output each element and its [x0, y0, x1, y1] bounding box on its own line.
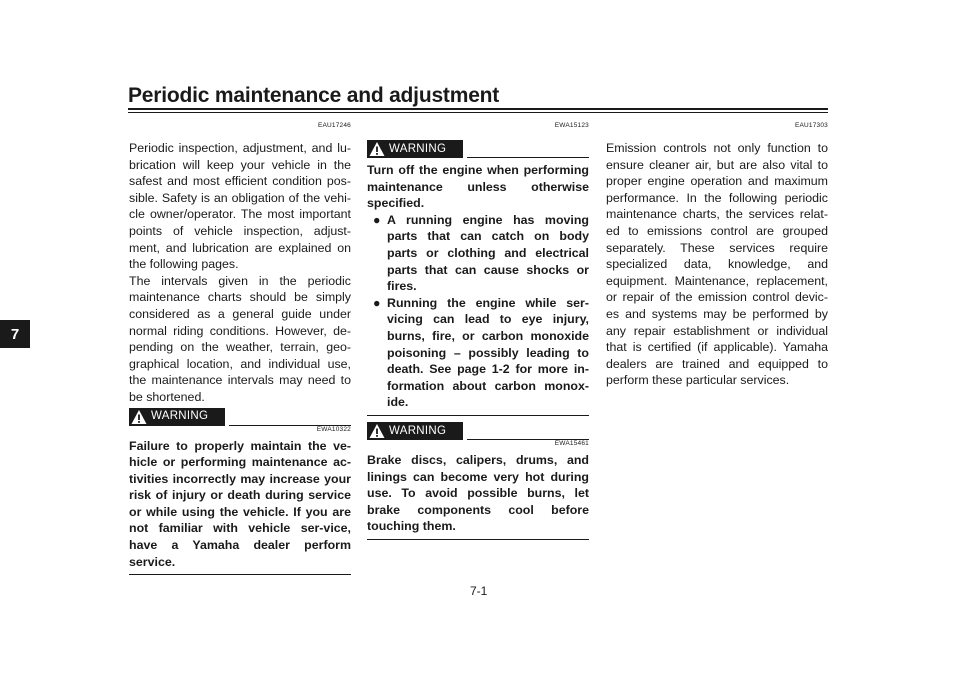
page-number: 7-1: [470, 584, 488, 598]
list-item: [367, 212, 589, 295]
bullet-icon: ●: [373, 295, 381, 310]
warning-code: EWA15123: [554, 122, 589, 129]
section-code: EAU17246: [317, 122, 351, 129]
section-code: EAU17303: [794, 122, 828, 129]
paragraph-intro: Periodic inspection, adjustment, and lu-brication will keep your vehicle in the safest and most efficient condition pos-sible. Safety is an obligation of the vehi-cle owner/operator. The most important points of vehicle inspection, adjust-ment, and lubrication are explained on the following pages.: [129, 141, 351, 272]
bullet-text: A running engine has moving parts that can catch on body parts or clothing and electrical parts that can cause shocks or fires.: [387, 212, 589, 294]
warning-label-text: WARNING: [389, 424, 447, 437]
warning-end-rule: [367, 415, 589, 416]
warning-header: [367, 140, 589, 160]
page-title: Periodic maintenance and adjustment: [128, 84, 500, 107]
warning-code: EWA10322: [316, 425, 351, 433]
warning-label-text: WARNING: [389, 142, 447, 155]
bullet-icon: ●: [373, 212, 381, 227]
warning-triangle-icon: [369, 423, 385, 439]
warning-rule: [229, 425, 351, 426]
title-rule-thin: [128, 112, 828, 113]
warning-rule: [467, 439, 589, 440]
chapter-tab: 7: [0, 320, 30, 348]
column-2: [367, 122, 589, 540]
warning-label-text: WARNING: [151, 410, 209, 423]
warning-label: [129, 408, 225, 426]
warning-header: [129, 408, 351, 428]
warning-end-rule: [367, 539, 589, 540]
column-3: [606, 122, 828, 389]
warning-text: Turn off the engine when performing maintenance unless otherwise specified.: [367, 163, 589, 211]
warning-text: Brake discs, calipers, drums, and linings can become very hot during use. To avoid possible burns, let brake components cool before touching them.: [367, 452, 589, 534]
column-1: [129, 122, 351, 575]
list-item: [367, 295, 589, 411]
warning-label: [367, 422, 463, 440]
warning-end-rule: [129, 574, 351, 575]
paragraph-emission: Emission controls not only function to ensure cleaner air, but are also vital to proper engine operation and maximum performance. In the following periodic maintenance charts, the services relat-ed to emissions control are grouped separately. These services require specialized data, knowledge, and equipment. Maintenance, replacement, or repair of the emission control devic-es and systems may be performed by any repair establishment or individual that is certified (if applicable). Yamaha dealers are trained and equipped to perform these particular services.: [606, 141, 828, 388]
warning-triangle-icon: [131, 409, 147, 425]
warning-rule: [467, 157, 589, 158]
warning-header: [367, 422, 589, 442]
title-rule: [128, 108, 828, 110]
bullet-text: Running the engine while ser-vicing can lead to eye injury, burns, fire, or carbon monoxide poisoning – possibly leading to death. See page 1-2 for more in-formation about carbon monox-ide.: [387, 295, 589, 410]
warning-text: Failure to properly maintain the ve-hicle or performing maintenance ac-tivities incorrectly may increase your risk of injury or death during service or while using the vehicle. If you are not familiar with vehicle ser-vice, have a Yamaha dealer perform service.: [129, 438, 351, 569]
warning-label: [367, 140, 463, 158]
warning-code: EWA15461: [554, 439, 589, 447]
warning-triangle-icon: [369, 141, 385, 157]
paragraph-intervals: The intervals given in the periodic maintenance charts should be simply considered as a general guide under normal riding conditions. However, de-pending on the weather, terrain, geo-graphical location, and individual use, the maintenance intervals may need to be shortened.: [129, 273, 351, 404]
